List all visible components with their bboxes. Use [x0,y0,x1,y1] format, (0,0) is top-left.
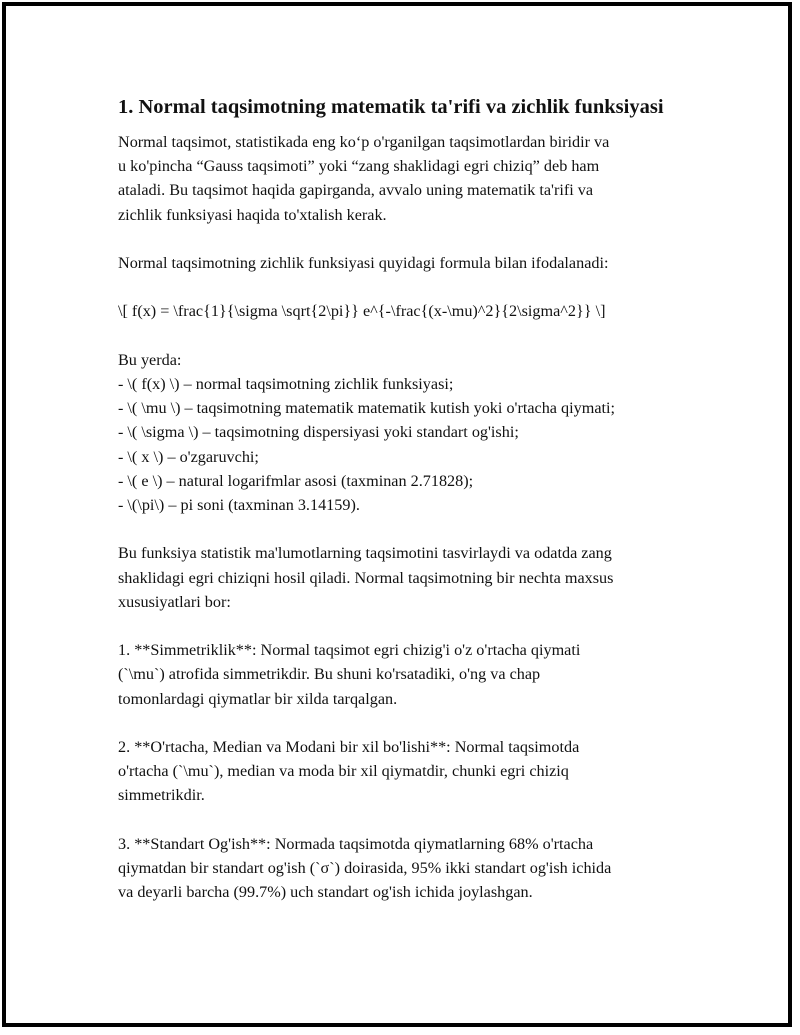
text-line: Bu funksiya statistik ma'lumotlarning taqsimotini tasvirlaydi va odatda zang [118,544,612,563]
text-line: u ko'pincha “Gauss taqsimoti” yoki “zang shaklidagi egri chiziq” deb ham [118,157,600,176]
property-standard-deviation [118,832,708,905]
intro-paragraph [118,130,708,227]
section-heading: 1. Normal taqsimotning matematik ta'rifi va zichlik funksiyasi [118,96,664,118]
text-line: ataladi. Bu taqsimot haqida gapirganda, avvalo uning matematik ta'rifi va [118,181,594,200]
definitions-list [118,348,708,517]
formula-line: \[ f(x) = \frac{1}{\sigma \sqrt{2\pi}} e^{-\frac{(x-\mu)^2}{2\sigma^2}} \] [118,302,606,321]
paragraph-gap [118,324,708,348]
text-line: xususiyatlari bor: [118,592,231,611]
text-line: 3. **Standart Og'ish**: Normada taqsimotda qiymatlarning 68% o'rtacha [118,834,594,853]
text-line: Normal taqsimot, statistikada eng ko‘p o'rganilgan taqsimotlardan biridir va [118,133,610,151]
text-line: simmetrikdir. [118,786,205,805]
paragraph-gap [118,275,708,299]
text-line: 1. **Simmetriklik**: Normal taqsimot egri chizig'i o'z o'rtacha qiymati [118,641,581,660]
definition-item: - \( x \) – o'zgaruvchi; [118,447,259,466]
text-line: qiymatdan bir standart og'ish (`σ`) doirasida, 95% ikki standart og'ish ichida [118,858,612,877]
paragraph-gap [118,808,708,832]
paragraph-gap [118,517,708,541]
text-line: (`\mu`) atrofida simmetrikdir. Bu shuni ko'rsatadiki, o'ng va chap [118,665,541,684]
document-body [118,94,708,904]
text-line: shaklidagi egri chiziqni hosil qiladi. Normal taqsimotning bir nechta maxsus [118,568,614,587]
definition-item: - \( \mu \) – taqsimotning matematik matematik kutish yoki o'rtacha qiymati; [118,399,615,418]
definition-item: - \(\pi\) – pi soni (taxminan 3.14159). [118,496,360,514]
definition-item: - \( e \) – natural logarifmlar asosi (taxminan 2.71828); [118,471,474,490]
definition-item: - \( f(x) \) – normal taqsimotning zichlik funksiyasi; [118,374,454,393]
paragraph-gap [118,614,708,638]
text-line: zichlik funksiyasi haqida to'xtalish kerak. [118,205,387,224]
property-symmetry [118,638,708,711]
property-mean-median-mode [118,735,708,808]
text-line: tomonlardagi qiymatlar bir xilda tarqalgan. [118,689,398,708]
formula-intro: Normal taqsimotning zichlik funksiyasi quyidagi formula bilan ifodalanadi: [118,254,609,272]
paragraph-gap [118,227,708,251]
definitions-title: Bu yerda: [118,350,182,369]
paragraph-gap [118,711,708,735]
definition-item: - \( \sigma \) – taqsimotning dispersiyasi yoki standart og'ishi; [118,423,519,442]
text-line: 2. **O'rtacha, Median va Modani bir xil bo'lishi**: Normal taqsimotda [118,737,580,756]
text-line: o'rtacha (`\mu`), median va moda bir xil qiymatdir, chunki egri chiziq [118,762,569,781]
properties-intro-paragraph [118,541,708,614]
text-line: va deyarli barcha (99.7%) uch standart og'ish ichida joylashgan. [118,883,533,902]
